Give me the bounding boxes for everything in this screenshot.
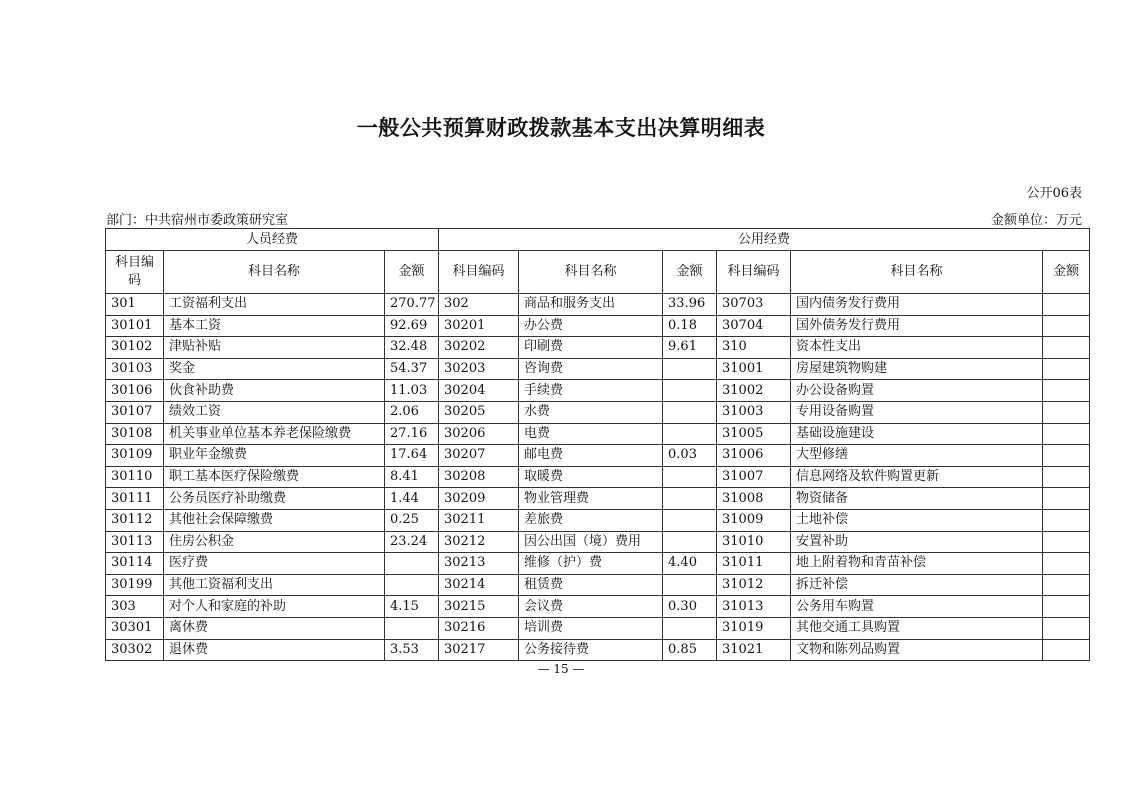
code-cell: 30704 bbox=[717, 315, 791, 337]
code-cell: 30209 bbox=[439, 488, 519, 510]
code-cell: 30208 bbox=[439, 466, 519, 488]
amount-cell: 0.03 bbox=[663, 445, 717, 467]
header-name-2: 科目名称 bbox=[519, 251, 663, 294]
code-cell: 30201 bbox=[439, 315, 519, 337]
code-cell: 30215 bbox=[439, 596, 519, 618]
group-public: 公用经费 bbox=[439, 229, 1090, 251]
expenditure-detail-table bbox=[105, 228, 1090, 661]
name-cell: 基础设施建设 bbox=[791, 423, 1043, 445]
code-cell: 31013 bbox=[717, 596, 791, 618]
amount-cell bbox=[1043, 294, 1090, 316]
name-cell: 房屋建筑物购建 bbox=[791, 358, 1043, 380]
amount-cell bbox=[663, 574, 717, 596]
amount-cell bbox=[1043, 553, 1090, 575]
amount-cell bbox=[1043, 445, 1090, 467]
amount-cell bbox=[1043, 574, 1090, 596]
name-cell: 文物和陈列品购置 bbox=[791, 639, 1043, 661]
amount-cell bbox=[385, 617, 439, 639]
name-cell: 津贴补贴 bbox=[164, 337, 385, 359]
code-cell: 30212 bbox=[439, 531, 519, 553]
name-cell: 机关事业单位基本养老保险缴费 bbox=[164, 423, 385, 445]
code-cell: 30206 bbox=[439, 423, 519, 445]
name-cell: 办公设备购置 bbox=[791, 380, 1043, 402]
code-cell: 30217 bbox=[439, 639, 519, 661]
code-cell: 30112 bbox=[106, 509, 164, 531]
table-row bbox=[106, 358, 1090, 380]
name-cell: 职工基本医疗保险缴费 bbox=[164, 466, 385, 488]
name-cell: 电费 bbox=[519, 423, 663, 445]
table-row bbox=[106, 531, 1090, 553]
code-cell: 30207 bbox=[439, 445, 519, 467]
amount-cell bbox=[1043, 466, 1090, 488]
name-cell: 公务接待费 bbox=[519, 639, 663, 661]
amount-cell bbox=[1043, 488, 1090, 510]
table-row bbox=[106, 315, 1090, 337]
code-cell: 310 bbox=[717, 337, 791, 359]
table-row bbox=[106, 596, 1090, 618]
code-cell: 30107 bbox=[106, 401, 164, 423]
amount-cell: 92.69 bbox=[385, 315, 439, 337]
amount-cell: 270.77 bbox=[385, 294, 439, 316]
amount-cell bbox=[1043, 337, 1090, 359]
amount-cell bbox=[1043, 423, 1090, 445]
code-cell: 30203 bbox=[439, 358, 519, 380]
amount-cell bbox=[385, 574, 439, 596]
code-cell: 31006 bbox=[717, 445, 791, 467]
name-cell: 会议费 bbox=[519, 596, 663, 618]
code-cell: 301 bbox=[106, 294, 164, 316]
amount-cell bbox=[1043, 315, 1090, 337]
amount-cell bbox=[663, 488, 717, 510]
code-cell: 30202 bbox=[439, 337, 519, 359]
amount-cell: 17.64 bbox=[385, 445, 439, 467]
department-label: 部门：中共宿州市委政策研究室 bbox=[106, 213, 289, 228]
table-row bbox=[106, 445, 1090, 467]
name-cell: 租赁费 bbox=[519, 574, 663, 596]
table-row bbox=[106, 380, 1090, 402]
code-cell: 30216 bbox=[439, 617, 519, 639]
code-cell: 30102 bbox=[106, 337, 164, 359]
code-cell: 30301 bbox=[106, 617, 164, 639]
page-number: — 15 — bbox=[537, 662, 585, 676]
code-cell: 30109 bbox=[106, 445, 164, 467]
name-cell: 离休费 bbox=[164, 617, 385, 639]
code-cell: 31008 bbox=[717, 488, 791, 510]
amount-cell bbox=[1043, 639, 1090, 661]
code-cell: 30114 bbox=[106, 553, 164, 575]
code-cell: 31019 bbox=[717, 617, 791, 639]
header-code-3: 科目编码 bbox=[717, 251, 791, 294]
amount-cell bbox=[663, 466, 717, 488]
header-code-1: 科目编码 bbox=[106, 251, 164, 294]
table-row bbox=[106, 617, 1090, 639]
name-cell: 国外债务发行费用 bbox=[791, 315, 1043, 337]
name-cell: 安置补助 bbox=[791, 531, 1043, 553]
name-cell: 医疗费 bbox=[164, 553, 385, 575]
table-row bbox=[106, 401, 1090, 423]
amount-cell bbox=[1043, 531, 1090, 553]
table-row bbox=[106, 509, 1090, 531]
table-row bbox=[106, 639, 1090, 661]
name-cell: 物资储备 bbox=[791, 488, 1043, 510]
code-cell: 31001 bbox=[717, 358, 791, 380]
name-cell: 办公费 bbox=[519, 315, 663, 337]
name-cell: 拆迁补偿 bbox=[791, 574, 1043, 596]
name-cell: 商品和服务支出 bbox=[519, 294, 663, 316]
code-cell: 30204 bbox=[439, 380, 519, 402]
code-cell: 30302 bbox=[106, 639, 164, 661]
name-cell: 国内债务发行费用 bbox=[791, 294, 1043, 316]
code-cell: 31021 bbox=[717, 639, 791, 661]
name-cell: 公务用车购置 bbox=[791, 596, 1043, 618]
name-cell: 印刷费 bbox=[519, 337, 663, 359]
name-cell: 信息网络及软件购置更新 bbox=[791, 466, 1043, 488]
header-name-3: 科目名称 bbox=[791, 251, 1043, 294]
amount-cell: 33.96 bbox=[663, 294, 717, 316]
amount-cell bbox=[1043, 617, 1090, 639]
amount-cell: 1.44 bbox=[385, 488, 439, 510]
name-cell: 其他工资福利支出 bbox=[164, 574, 385, 596]
amount-cell bbox=[663, 617, 717, 639]
amount-cell: 8.41 bbox=[385, 466, 439, 488]
code-cell: 31003 bbox=[717, 401, 791, 423]
code-cell: 302 bbox=[439, 294, 519, 316]
code-cell: 30108 bbox=[106, 423, 164, 445]
amount-cell bbox=[663, 380, 717, 402]
amount-cell: 4.15 bbox=[385, 596, 439, 618]
table-row bbox=[106, 574, 1090, 596]
form-code: 公开06表 bbox=[1026, 186, 1082, 201]
name-cell: 大型修缮 bbox=[791, 445, 1043, 467]
name-cell: 手续费 bbox=[519, 380, 663, 402]
amount-cell bbox=[1043, 380, 1090, 402]
amount-cell bbox=[1043, 401, 1090, 423]
code-cell: 30113 bbox=[106, 531, 164, 553]
amount-cell bbox=[1043, 358, 1090, 380]
table-row bbox=[106, 337, 1090, 359]
amount-cell bbox=[663, 423, 717, 445]
name-cell: 工资福利支出 bbox=[164, 294, 385, 316]
header-amount-2: 金额 bbox=[663, 251, 717, 294]
name-cell: 绩效工资 bbox=[164, 401, 385, 423]
code-cell: 30211 bbox=[439, 509, 519, 531]
code-cell: 30703 bbox=[717, 294, 791, 316]
name-cell: 退休费 bbox=[164, 639, 385, 661]
name-cell: 住房公积金 bbox=[164, 531, 385, 553]
table-row bbox=[106, 466, 1090, 488]
amount-cell: 2.06 bbox=[385, 401, 439, 423]
table-row bbox=[106, 423, 1090, 445]
group-header-row bbox=[106, 229, 1090, 251]
name-cell: 专用设备购置 bbox=[791, 401, 1043, 423]
name-cell: 对个人和家庭的补助 bbox=[164, 596, 385, 618]
page-title: 一般公共预算财政拨款基本支出决算明细表 bbox=[356, 116, 766, 140]
table-row bbox=[106, 488, 1090, 510]
amount-cell: 27.16 bbox=[385, 423, 439, 445]
amount-cell: 0.30 bbox=[663, 596, 717, 618]
name-cell: 邮电费 bbox=[519, 445, 663, 467]
amount-cell: 32.48 bbox=[385, 337, 439, 359]
name-cell: 资本性支出 bbox=[791, 337, 1043, 359]
name-cell: 土地补偿 bbox=[791, 509, 1043, 531]
code-cell: 30103 bbox=[106, 358, 164, 380]
name-cell: 水费 bbox=[519, 401, 663, 423]
name-cell: 公务员医疗补助缴费 bbox=[164, 488, 385, 510]
code-cell: 30110 bbox=[106, 466, 164, 488]
code-cell: 31005 bbox=[717, 423, 791, 445]
table-row bbox=[106, 553, 1090, 575]
name-cell: 职业年金缴费 bbox=[164, 445, 385, 467]
code-cell: 30199 bbox=[106, 574, 164, 596]
code-cell: 303 bbox=[106, 596, 164, 618]
code-cell: 30205 bbox=[439, 401, 519, 423]
code-cell: 30213 bbox=[439, 553, 519, 575]
amount-cell bbox=[1043, 596, 1090, 618]
amount-cell: 11.03 bbox=[385, 380, 439, 402]
amount-cell: 23.24 bbox=[385, 531, 439, 553]
name-cell: 维修（护）费 bbox=[519, 553, 663, 575]
code-cell: 30106 bbox=[106, 380, 164, 402]
name-cell: 咨询费 bbox=[519, 358, 663, 380]
amount-cell bbox=[385, 553, 439, 575]
name-cell: 因公出国（境）费用 bbox=[519, 531, 663, 553]
header-amount-3: 金额 bbox=[1043, 251, 1090, 294]
amount-cell bbox=[663, 531, 717, 553]
group-personnel: 人员经费 bbox=[106, 229, 439, 251]
code-cell: 31010 bbox=[717, 531, 791, 553]
code-cell: 30101 bbox=[106, 315, 164, 337]
name-cell: 物业管理费 bbox=[519, 488, 663, 510]
code-cell: 31012 bbox=[717, 574, 791, 596]
code-cell: 31009 bbox=[717, 509, 791, 531]
amount-cell: 4.40 bbox=[663, 553, 717, 575]
header-amount-1: 金额 bbox=[385, 251, 439, 294]
amount-unit-label: 金额单位：万元 bbox=[990, 213, 1082, 228]
amount-cell: 54.37 bbox=[385, 358, 439, 380]
name-cell: 取暖费 bbox=[519, 466, 663, 488]
amount-cell: 0.25 bbox=[385, 509, 439, 531]
name-cell: 基本工资 bbox=[164, 315, 385, 337]
name-cell: 其他交通工具购置 bbox=[791, 617, 1043, 639]
code-cell: 31007 bbox=[717, 466, 791, 488]
amount-cell: 9.61 bbox=[663, 337, 717, 359]
table-row bbox=[106, 294, 1090, 316]
name-cell: 培训费 bbox=[519, 617, 663, 639]
code-cell: 31011 bbox=[717, 553, 791, 575]
code-cell: 30111 bbox=[106, 488, 164, 510]
amount-cell bbox=[663, 401, 717, 423]
amount-cell bbox=[663, 509, 717, 531]
code-cell: 30214 bbox=[439, 574, 519, 596]
name-cell: 伙食补助费 bbox=[164, 380, 385, 402]
amount-cell bbox=[1043, 509, 1090, 531]
name-cell: 奖金 bbox=[164, 358, 385, 380]
code-cell: 31002 bbox=[717, 380, 791, 402]
name-cell: 地上附着物和青苗补偿 bbox=[791, 553, 1043, 575]
name-cell: 差旅费 bbox=[519, 509, 663, 531]
amount-cell: 0.85 bbox=[663, 639, 717, 661]
amount-cell: 0.18 bbox=[663, 315, 717, 337]
header-name-1: 科目名称 bbox=[164, 251, 385, 294]
name-cell: 其他社会保障缴费 bbox=[164, 509, 385, 531]
column-header-row bbox=[106, 251, 1090, 294]
amount-cell bbox=[663, 358, 717, 380]
header-code-2: 科目编码 bbox=[439, 251, 519, 294]
amount-cell: 3.53 bbox=[385, 639, 439, 661]
